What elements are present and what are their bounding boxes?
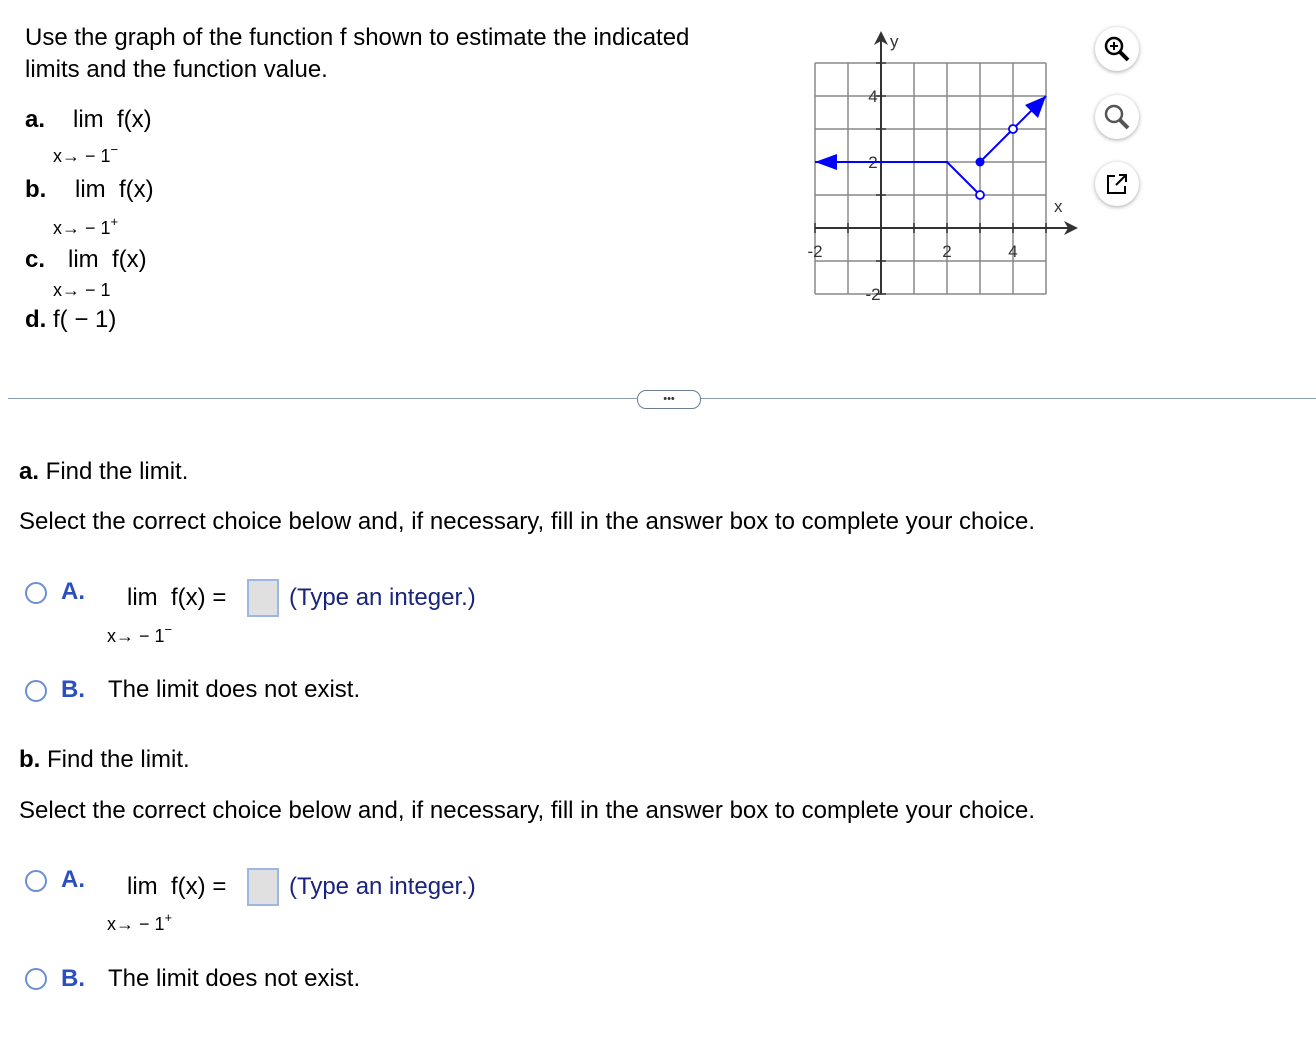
part-b-answer-input[interactable] <box>247 868 279 906</box>
problem-intro-2: limits and the function value. <box>25 56 328 83</box>
x-tick-label: 2 <box>942 242 952 261</box>
limit-sup: − <box>164 622 173 637</box>
popout-button[interactable] <box>1095 162 1139 206</box>
limit-expr: lim f(x) = <box>127 873 227 900</box>
zoom-out-button[interactable] <box>1095 95 1139 139</box>
choice-label: A. <box>61 578 85 605</box>
item-sub: x→ − 1 <box>53 280 111 300</box>
limit-sub: x→ − 1 <box>107 626 165 646</box>
part-a-answer-input[interactable] <box>247 579 279 617</box>
expand-button[interactable]: ••• <box>637 390 701 409</box>
y-tick-label: -2 <box>865 285 881 304</box>
zoom-in-icon <box>1102 34 1132 64</box>
limit-sub: x→ − 1 <box>107 914 165 934</box>
item-label: b. <box>25 176 47 203</box>
item-c <box>25 246 147 300</box>
part-a-choice-b-radio[interactable] <box>25 680 47 702</box>
choice-b-text: The limit does not exist. <box>108 965 361 992</box>
item-label: a. <box>25 106 46 133</box>
x-axis-label: x <box>1054 197 1063 216</box>
popout-icon <box>1104 171 1130 197</box>
item-expr: lim f(x) <box>68 246 147 273</box>
answer-hint: (Type an integer.) <box>289 584 476 611</box>
answer-hint: (Type an integer.) <box>289 873 476 900</box>
item-sub: x→ − 1 <box>53 146 111 166</box>
y-axis-label: y <box>890 32 899 51</box>
choice-label: B. <box>61 676 85 703</box>
item-sup: − <box>110 142 119 157</box>
choice-label: A. <box>61 866 85 893</box>
x-tick-label: -2 <box>807 242 823 261</box>
part-a-choice-a-radio[interactable] <box>25 582 47 604</box>
part-a-title: a. Find the limit. <box>19 458 189 485</box>
part-b-title: b. Find the limit. <box>19 746 190 773</box>
choice-label: B. <box>61 965 85 992</box>
x-tick-label: 4 <box>1008 242 1018 261</box>
problem-intro-1: Use the graph of the function f shown to estimate the indicated <box>25 24 690 51</box>
open-point <box>1009 125 1017 133</box>
item-label: d. <box>25 306 47 333</box>
function-graph <box>800 25 1090 310</box>
part-a-instruction: Select the correct choice below and, if necessary, fill in the answer box to complete your choice. <box>19 508 1036 535</box>
function-segment <box>815 162 980 195</box>
limit-expr: lim f(x) = <box>127 584 227 611</box>
zoom-in-button[interactable] <box>1095 27 1139 71</box>
y-tick-label: 4 <box>868 87 878 106</box>
part-b-instruction: Select the correct choice below and, if necessary, fill in the answer box to complete your choice. <box>19 797 1036 824</box>
closed-point <box>976 158 985 167</box>
item-expr: f( − 1) <box>53 306 117 333</box>
item-sup: + <box>110 214 119 229</box>
choice-b-text: The limit does not exist. <box>108 676 361 703</box>
item-sub: x→ − 1 <box>53 218 111 238</box>
item-b <box>25 176 154 238</box>
item-expr: lim f(x) <box>75 176 154 203</box>
limit-sup: + <box>164 910 173 925</box>
arrow-left-icon <box>815 154 837 170</box>
item-expr: lim f(x) <box>73 106 152 133</box>
part-b-choice-b-radio[interactable] <box>25 968 47 990</box>
part-b-choice-a-radio[interactable] <box>25 870 47 892</box>
item-d <box>25 306 116 334</box>
item-label: c. <box>25 246 46 273</box>
zoom-out-icon <box>1102 102 1132 132</box>
item-a <box>25 106 152 166</box>
open-point <box>976 191 984 199</box>
y-tick-label: 2 <box>868 153 878 172</box>
